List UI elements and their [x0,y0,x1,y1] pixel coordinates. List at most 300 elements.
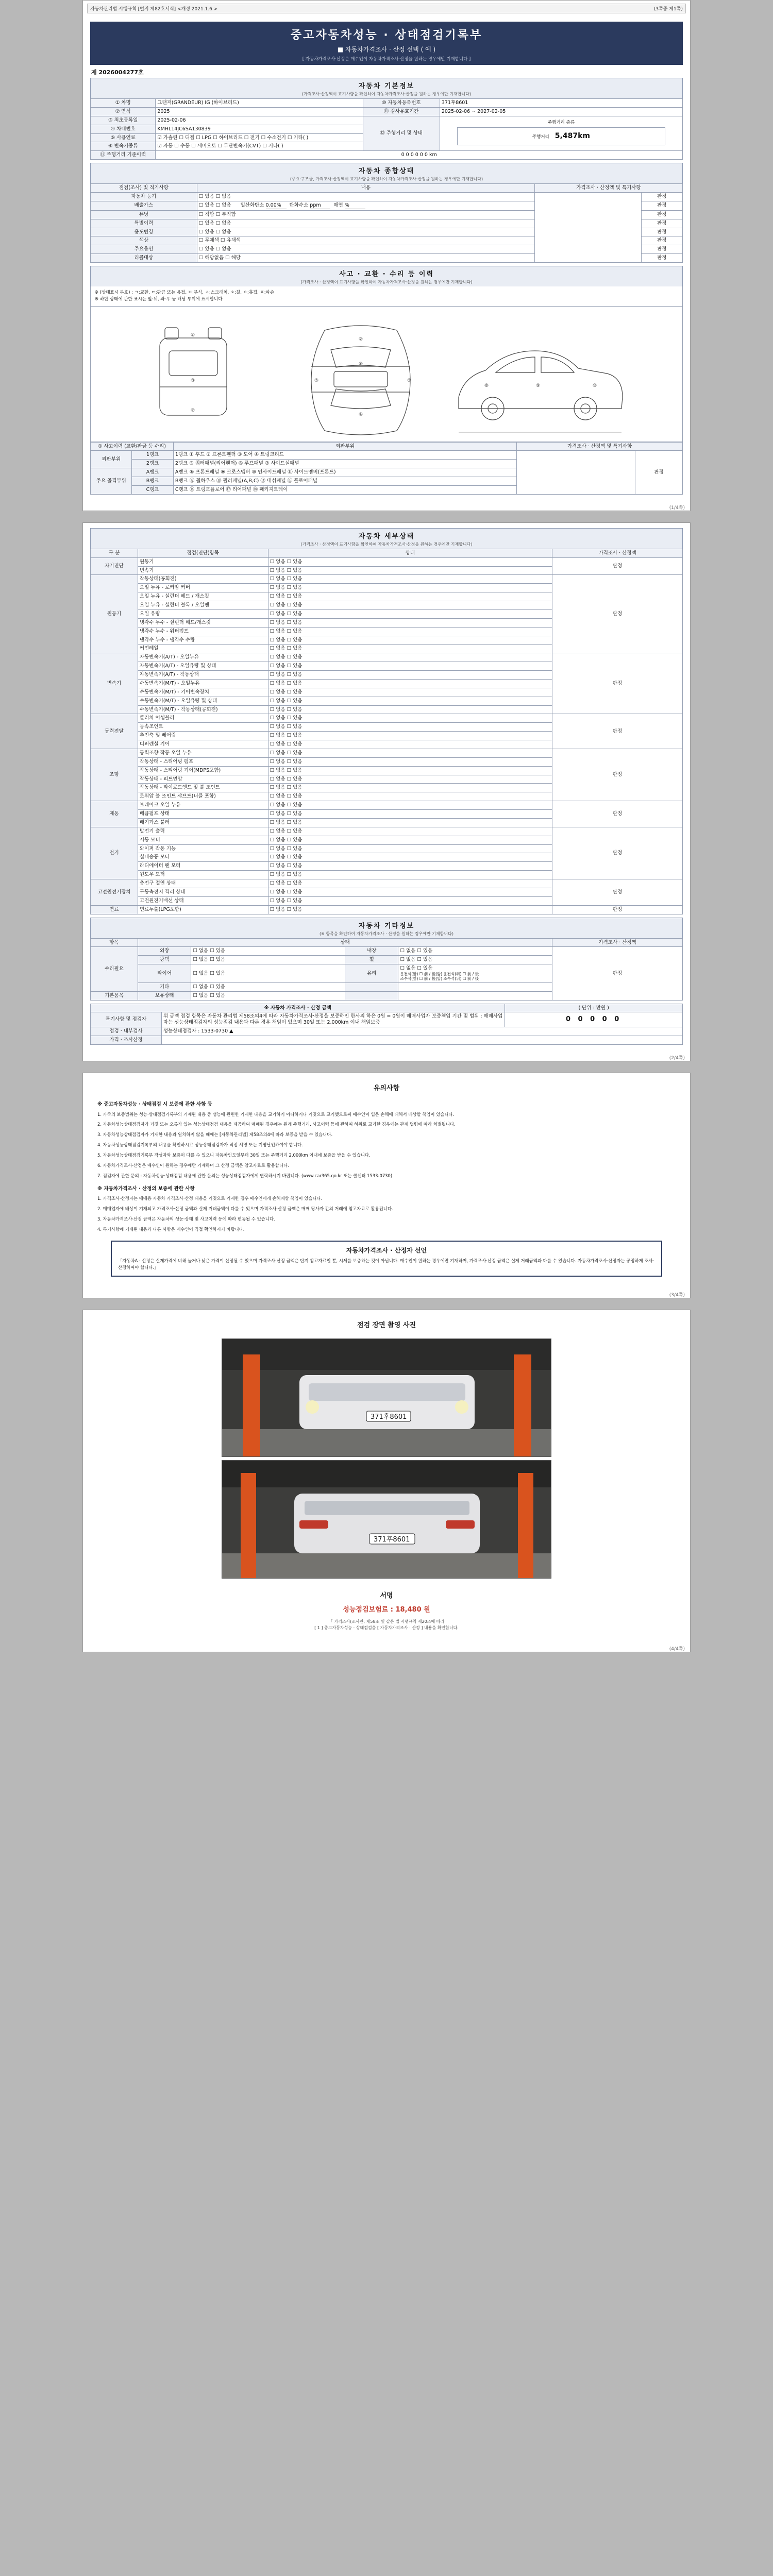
overall-row-judge: 판정 [641,245,682,254]
overall-row-judge: 판정 [641,228,682,236]
detail-item-state[interactable]: ☐ 없음 ☐ 있음 [268,592,552,601]
others-col-0: 항목 [91,938,138,947]
overall-col-2: 내용 [197,184,534,193]
others-judge: 판정 [552,947,683,1000]
detail-group-label: 조향 [91,749,138,801]
table-row [91,827,683,836]
detail-col-3: 가격조사 · 산정액 [552,549,683,557]
accident-left-title: ① 사고이력 (교환/판금 등 수리) [91,442,174,451]
accident-outer-1: 1랭크 ① 후드 ② 프론트휀더 ③ 도어 ④ 트렁크리드 [173,451,516,460]
detail-item-label: 오일 누유 - 로커암 커버 [138,584,268,592]
detail-group-label: 동력전달 [91,714,138,749]
detail-item-label: 베큠펌프 상태 [138,810,268,819]
others-item-state[interactable]: ☐ 없음 ☐ 있음 [191,947,345,956]
page-1 [82,0,691,511]
detail-item-label: 배기가스 불러 [138,818,268,827]
notice-1-item: 1. 가죽의 보증범위는 성능·상태점검기록부의 기재된 내용 중 성능에 관련한 기재한 내용을 교기하기 아니하거나 거짓으로 교기했으로써 매수인이 입은 손해에 대해서 배상할 책임이 있습니다. [97,1111,455,1117]
overall-row-options[interactable]: ☐ 해당없음 ☐ 해당 [197,254,534,263]
others-item-label-2 [345,991,398,1000]
detail-item-label: 원동기 [138,557,268,566]
overall-row-label: 용도변경 [91,228,197,236]
detail-head-note: (가격조사 · 산정액이 표기사항을 확인하여 자동차가격조사·산정을 원하는 경우에만 기재합니다) [300,541,473,547]
detail-col-0: 구 분 [91,549,138,557]
detail-group-judge: 판정 [552,714,683,749]
svg-text:①: ① [191,332,195,338]
overall-col-3: 가격조사 · 산정액 및 특기사항 [534,184,682,193]
table-row [91,879,683,888]
form-legal-ref: 자동차관리법 시행규칙 [별지 제82호서식] <개정 2021.1.6.> [90,7,218,12]
photo-front-svg [222,1339,551,1457]
notice-1-item: 4. 자동차성능상태점검기록부의 내용을 확인하시고 성능상태점검자가 직접 서명 또는 기명날인하여야 합니다. [97,1142,303,1148]
detail-item-label: 추진축 및 베어링 [138,732,268,740]
table-row [91,575,683,584]
notice-2-item: 4. 특기사항에 기재된 내용과 다른 사항은 매수인이 직접 확인하시기 바랍니다. [97,1226,245,1232]
others-item-label: 기타 [138,982,191,991]
detail-group-label: 변속기 [91,653,138,714]
notice-1-item: 6. 자동차가격조사·산정은 매수인이 원하는 경우에만 기재하며 그 산정 금액은 참고자료로 활용합니다. [97,1162,289,1168]
svg-text:⑥: ⑥ [359,361,363,367]
others-item-state[interactable]: ☐ 없음 ☐ 있음 [191,982,345,991]
overall-row-judge: 판정 [641,236,682,245]
detail-item-label: 고전원전기배선 상태 [138,896,268,905]
detail-item-label: 변속기 [138,566,268,575]
table-row [91,1036,683,1045]
detail-group-judge: 판정 [552,879,683,906]
svg-text:⑧: ⑧ [484,383,489,388]
detail-item-state[interactable]: ☐ 없음 ☐ 있음 [268,714,552,723]
detail-item-state[interactable]: ☐ 없음 ☐ 있음 [268,836,552,844]
others-item-state-2[interactable] [398,991,552,1000]
table-row [91,749,683,757]
notice-1-item: 2. 자동차성능상태점검자가 거짓 또는 오류가 있는 성능상태점검 내용을 제공하여 매매된 경우에는 원래 주행거리, 사고이력 등에 관하여 허위로 교기한 경우에는 관계 법령에 따라 처벌됩니다. [97,1122,456,1127]
detail-group-label: 고전원전기장치 [91,879,138,906]
svg-text:⑨: ⑨ [536,383,541,388]
basic-value-0: 그랜저(GRANDEUR) IG (하이브리드) [156,99,363,108]
detail-item-label: 커먼레일 [138,645,268,653]
page-3 [82,1073,691,1298]
accident-note-2: ※ 하단 상태에 관한 표시는 앞·뒤, 좌·우 등 해당 부위에 표시합니다 [95,296,223,302]
page-title-note: [ 자동차가격조사·산정은 매수인이 자동차가격조사·산정을 원하는 경우에만 기재합니다 ] [302,57,471,62]
signature-label: 서명 [380,1591,393,1600]
detail-item-state[interactable]: ☐ 없음 ☐ 있음 [268,827,552,836]
detail-item-label: 등속조인트 [138,723,268,732]
table-header-row [91,938,683,947]
overall-row-options[interactable]: ☐ 있음 ☐ 없음 [197,219,534,228]
detail-item-label: 자동변속기(A/T) - 오일유량 및 상태 [138,662,268,671]
detail-item-label: 냉각수 누수 - 냉각수 수량 [138,636,268,645]
detail-item-label: 작동상태 - 스티어링 기어(MDPS포함) [138,766,268,775]
others-col-2: 가격조사 · 산정액 [552,938,683,947]
overall-head-note: (주요·구조물, 가격조사·산정액이 표기사항을 확인하여 자동차가격조사·산정을 원하는 경우에만 기재합니다) [290,177,483,182]
detail-item-label: 오일 유량 [138,609,268,618]
accident-result-judge: 판정 [635,451,683,494]
detail-item-label: 와이퍼 작동 기능 [138,844,268,853]
table-row [91,451,683,460]
basic-value-1: 2025 [156,107,363,116]
detail-item-state[interactable]: ☐ 없음 ☐ 있음 [268,645,552,653]
notice-2-item: 2. 매매업자에 배상이 기재되고 가격조사·산정 금액과 실제 거래금액이 다를 수 있으며 가격조사·산정 금액은 매매 당사자 간의 거래에 참고자료로 활용됩니다. [97,1206,393,1212]
accident-frame-1: A랭크 ⑧ 프론트패널 ⑨ 크로스멤버 ⑩ 인사이드패널 ⑪ 사이드멤버(프론트) [173,468,516,477]
notice-list-2 [97,1195,676,1233]
detail-group-judge: 판정 [552,749,683,801]
detail-item-state[interactable]: ☐ 없음 ☐ 있음 [268,757,552,766]
page-2-tag: (2/4쪽) [669,1055,685,1061]
detail-item-state[interactable]: ☐ 없음 ☐ 있음 [268,749,552,757]
overall-head-title: 자동차 종합상태 [358,167,415,176]
detail-item-label: 작동상태 - 스티어링 펌프 [138,757,268,766]
others-group-label: 기본품목 [91,991,138,1000]
detail-item-state[interactable]: ☐ 없음 ☐ 있음 [268,609,552,618]
detail-item-label: 수동변속기(M/T) - 기어변속장치 [138,688,268,697]
detail-item-label: 냉각수 누수 - 실린더 헤드/개스킷 [138,618,268,627]
notice-1-item: 5. 자동차성능상태점검기록부 작성자와 보증이 다를 수 있으니 자동차인도일부터 30일 또는 주행거리 2,000km 이내에 보증을 받을 수 있습니다. [97,1152,371,1158]
detail-group-label: 제동 [91,801,138,827]
detail-item-label: 실내송풍 모터 [138,853,268,862]
page-4-tag: (4/4쪽) [669,1647,685,1652]
basic-value-6: 0 0 0 0 0 0 km [156,151,683,160]
svg-text:⑤: ⑤ [314,378,319,383]
others-item-label-2: 휠 [345,956,398,964]
detail-col-1: 점검(진단)항목 [138,549,268,557]
detail-item-label: 라디에이터 팬 모터 [138,862,268,871]
overall-row-judge: 판정 [641,201,682,210]
notice-sub-2: ※ 자동차가격조사 · 산정의 보증에 관한 사항 [97,1185,195,1192]
basic-value2-0: 371후8601 [440,99,682,108]
form-page-ref: (3쪽중 제1쪽) [653,7,683,12]
detail-group-label: 원동기 [91,575,138,653]
price-digits: 0 0 0 0 0 [505,1012,683,1027]
overall-row-judge: 판정 [641,193,682,201]
accident-col-parts: 외판부위 [173,442,516,451]
car-diagram-svg [129,310,644,438]
page-1-tag: (1/4쪽) [669,505,685,511]
document-number: 제 2026004277호 [91,69,144,76]
basic-head-title: 자동차 기본정보 [358,82,415,90]
basic-value-3: KMHL14JC6SA130839 [156,125,363,133]
document-title-band [90,22,683,65]
detail-item-label: 수동변속기(M/T) - 오일누유 [138,679,268,688]
tire-detail-2: 조수석(앞) ☐ 前 / 後(앞) 조수석(뒤) ☐ 前 / 後 [400,976,479,981]
detail-item-state[interactable]: ☐ 없음 ☐ 있음 [268,627,552,636]
svg-text:⑤: ⑤ [407,378,412,383]
overall-row-options[interactable]: ☐ 무채색 ☐ 유채색 [197,236,534,245]
accident-head-note: (가격조사 · 산정액이 표기사항을 확인하여 자동차가격조사·산정을 원하는 경우에만 기재합니다) [300,280,473,284]
detail-item-state[interactable]: ☐ 없음 ☐ 있음 [268,888,552,896]
detail-group-label: 연료 [91,905,138,914]
table-row [91,442,683,451]
basic-label-3: ④ 차대번호 [91,125,156,133]
price-unit: ( 단위 : 만원 ) [505,1004,683,1012]
detail-item-state[interactable]: ☐ 없음 ☐ 있음 [268,740,552,749]
detail-item-label: 오일 누유 - 실린더 헤드 / 개스킷 [138,592,268,601]
detail-group-judge: 판정 [552,827,683,879]
odometer-value: 5,487km [554,131,590,140]
detail-group-judge: 판정 [552,653,683,714]
table-row [91,801,683,810]
detail-item-label: 브레이크 오일 누유 [138,801,268,810]
detail-item-state[interactable]: ☐ 없음 ☐ 있음 [268,871,552,879]
detail-item-state[interactable]: ☐ 없음 ☐ 있음 [268,801,552,810]
accident-note-1: ※ (상태표시 부호) : ㄱ:교환, ㅌ:판금 또는 용접, ㅂ:부식, ㅅ:스크래치, ㅊ:칠, ㅇ:흠집, ㅍ:파손 [95,290,275,295]
accident-group-frame: 주요 골격부위 [91,468,132,495]
detail-item-state[interactable]: ☐ 없음 ☐ 있음 [268,566,552,575]
accident-frame-2: B랭크 ⑫ 휠하우스 ⑬ 필러패널(A,B,C) ⑭ 대쉬패널 ⑮ 플로어패널 [173,477,516,486]
price-sign-line: 성능상태점검자 : 1533-0730 ▲ [161,1027,682,1036]
odometer-type: 주행거리 종류 [547,120,575,125]
table-row [91,557,683,566]
detail-item-label: 자동변속기(A/T) - 작동상태 [138,671,268,680]
detail-group-judge: 판정 [552,557,683,575]
detail-group-label: 전기 [91,827,138,879]
detail-head-title: 자동차 세부상태 [358,532,415,540]
table-row [91,116,683,125]
detail-state-table [90,549,683,914]
detail-item-state[interactable]: ☐ 없음 ☐ 있음 [268,766,552,775]
others-item-label-2: 내장 [345,947,398,956]
svg-text:②: ② [359,336,363,342]
detail-item-state[interactable]: ☐ 없음 ☐ 있음 [268,679,552,688]
svg-text:⑩: ⑩ [593,383,597,388]
page-subtitle: ■ 자동차가격조사 · 산정 선택 ( 예 ) [337,46,436,53]
detail-item-state[interactable]: ☐ 없음 ☐ 있음 [268,688,552,697]
detail-item-state[interactable]: ☐ 없음 ☐ 있음 [268,784,552,792]
table-row [91,1004,683,1012]
table-header-row [91,549,683,557]
detail-item-state[interactable]: ☐ 없음 ☐ 있음 [268,775,552,784]
detail-item-state[interactable]: ☐ 없음 ☐ 있음 [268,792,552,801]
notice-1-item: 3. 자동차성능상태점검자가 기재한 내용과 일치하지 않을 때에는 [자동차관리법] 제58조의4에 따라 보증을 받을 수 있습니다. [97,1132,333,1138]
detail-item-label: 로워암 볼 조인트 샤프트(너클 포함) [138,792,268,801]
overall-row-judge: 판정 [641,254,682,263]
overall-row-label: 배출가스 [91,201,197,210]
detail-item-label: 연료누출(LPG포함) [138,905,268,914]
others-item-label: 외장 [138,947,191,956]
page-3-tag: (3/4쪽) [669,1292,685,1298]
table-row [91,714,683,723]
detail-item-label: 디퍼렌셜 기어 [138,740,268,749]
others-item-label-2: 유리 [345,964,398,983]
document-footer [90,1619,683,1636]
detail-item-label: 오일 누유 - 실린더 블록 / 오일팬 [138,601,268,610]
overall-row-options[interactable]: ☐ 적합 ☐ 부적합 [197,210,534,219]
overall-row-options[interactable]: ☐ 있음 ☐ 없음 [197,193,534,201]
overall-row-label: 튜닝 [91,210,197,219]
overall-row-label: 색상 [91,236,197,245]
accident-rank-b: B랭크 [132,477,173,486]
price-row1-label: 점검 · 내부검사 [91,1027,162,1036]
detail-group-judge: 판정 [552,801,683,827]
table-row [91,905,683,914]
basic-label2-2: ⑫ 주행거리 및 상태 [363,116,440,151]
detail-item-state[interactable]: ☐ 없음 ☐ 있음 [268,662,552,671]
accident-frame-3: C랭크 ⑯ 트렁크플로어 ⑰ 리어패널 ⑱ 패키지트레이 [173,485,516,494]
basic-value2-1: 2025-02-06 ~ 2027-02-05 [440,107,682,116]
detail-item-label: 작동상태 - 타이로드엔드 및 볼 조인트 [138,784,268,792]
others-item-state-2[interactable]: ☐ 없음 ☐ 있음 [398,956,552,964]
detail-item-state[interactable]: ☐ 없음 ☐ 있음 [268,723,552,732]
accident-rank-a: A랭크 [132,468,173,477]
others-item-state[interactable]: ☐ 없음 ☐ 있음 [191,956,345,964]
detail-item-label: 동력조향 작동 오일 누유 [138,749,268,757]
accident-notes [90,286,683,307]
pledge-body: 「자동차A · 산정은 실제가격에 비해 높거나 낮은 가격이 산정될 수 있으며 가격조사·산정 금액은 단지 참고자료일 뿐, 시세를 보증하는 것이 아닙니다. 매수인이 원하는 경우에만 기재하며, 가격조사·산정 금액은 실제 거래금액과 다를 수 있습니다. 자동차가격조사·산정자는 공정하게 조사·산정하여야 합니다.」 [118,1258,654,1270]
detail-item-label: 발전기 출력 [138,827,268,836]
page-4 [82,1310,691,1653]
overall-row-label: 주요옵션 [91,245,197,254]
price-table [90,1004,683,1045]
photo-rear-svg [222,1461,551,1579]
basic-label-5: ⑥ 변속기종류 [91,142,156,151]
others-item-state-2[interactable]: ☐ 없음 ☐ 있음 운전석(앞) ☐ 前 / 後(앞) 운전석(뒤) ☐ 前 / 後 조수석(앞) ☐ 前 / 後(앞) 조수석(뒤) ☐ 前 / 後 [398,964,552,983]
odometer-box [457,127,665,146]
basic-label-2: ③ 최초등록일 [91,116,156,125]
section-header-basic [90,78,683,98]
svg-text:⑦: ⑦ [191,408,195,413]
accident-result-cell [517,451,635,494]
overall-row-judge: 판정 [641,210,682,219]
accident-rank-c: C랭크 [132,485,173,494]
price-left-label: 특기사항 및 점검자 [91,1012,162,1027]
detail-item-state[interactable]: ☐ 없음 ☐ 있음 [268,853,552,862]
section-header-overall [90,163,683,183]
inspection-photo-rear [222,1460,551,1579]
detail-item-state[interactable]: ☐ 없음 ☐ 있음 [268,653,552,662]
detail-group-label: 자기진단 [91,557,138,575]
svg-text:371후8601: 371후8601 [374,1535,410,1544]
detail-item-label: 자동변속기(A/T) - 오일누유 [138,653,268,662]
accident-parts-table [90,442,683,495]
detail-item-state[interactable]: ☐ 없음 ☐ 있음 [268,810,552,819]
price-head: ※ 자동차 가격조사 · 산정 금액 [91,1004,505,1012]
detail-item-label: 작동상태 - 피트먼암 [138,775,268,784]
accident-rank-2: 2랭크 [132,460,173,468]
detail-item-state[interactable]: ☐ 없음 ☐ 있음 [268,844,552,853]
others-item-label: 광택 [138,956,191,964]
accident-head-title: 사고 · 교환 · 수리 등 이력 [339,270,434,278]
svg-text:371후8601: 371후8601 [371,1413,407,1421]
table-row [91,947,683,956]
pledge-title: 자동차가격조사 · 산정자 선언 [346,1246,427,1254]
price-note: 위 금액 점검 항목은 자동차 관리법 제58조의4에 따라 자동차가격조사·산정을 보증하인 한사의 하은 0원 = 0원이 매매사업자 보증책임 기간 및 범위 : 매매사업자는 성능상태점검자의 성능점검 내용과 다른 경우 책임이 있으며 30일 또는 2,000km 이내 책임보증 [161,1012,505,1027]
detail-item-label: 시동 모터 [138,836,268,844]
photo-section-title: 점검 장면 촬영 사진 [357,1321,416,1329]
accident-rank-1: 1랭크 [132,451,173,460]
detail-item-state[interactable]: ☐ 없음 ☐ 있음 [268,705,552,714]
overall-row-judge: 판정 [641,219,682,228]
detail-item-state[interactable]: ☐ 없음 ☐ 있음 [268,671,552,680]
detail-item-state[interactable]: ☐ 없음 ☐ 있음 [268,732,552,740]
car-damage-diagram [90,307,683,442]
detail-item-label: 냉각수 누수 - 워터펌프 [138,627,268,636]
basic-label2-0: ⑩ 자동차등록번호 [363,99,440,108]
footer-line-2: [ 1 ] 중고자동차성능 · 상태점검을 [ 자동차가격조사 · 산정 ] 내용을 확인합니다. [314,1625,459,1631]
page-2 [82,522,691,1061]
overall-body [91,193,683,263]
basic-value-5: ☑ 자동 ☐ 수동 ☐ 세미오토 ☐ 무단변속기(CVT) ☐ 기타( ) [156,142,363,151]
footer-line-1: 「 가격조사(조사관, 제58조 및 같은 법 시행규칙 제20조에 따라 [328,1619,445,1624]
inspection-fee: 성능점검보험료 : 18,480 원 [343,1605,430,1614]
accident-outer-2: 2랭크 ⑤ 쿼터패널(리어휀더) ⑥ 루프패널 ⑦ 사이드실패널 [173,460,516,468]
notice-2-item: 3. 자동차가격조사·산정 금액은 자동차의 성능·상태 및 사고이력 등에 따라 변동될 수 있습니다. [97,1216,275,1222]
detail-item-state[interactable]: ☐ 없음 ☐ 있음 [268,575,552,584]
photo-band [90,1332,683,1585]
table-row [91,653,683,662]
table-row [91,99,683,108]
detail-item-label: 클러치 어셈블리 [138,714,268,723]
detail-item-label: 수동변속기(M/T) - 작동상태(공회전) [138,705,268,714]
price-row2-label: 가격 · 조사산정 [91,1036,162,1045]
overall-row-options[interactable]: ☐ 있음 ☐ 없음 [197,245,534,254]
overall-row-options[interactable]: ☐ 있음 ☐ 없음 [197,228,534,236]
notice-title: 유의사항 [373,1084,400,1092]
section-header-others [90,918,683,938]
basic-label-4: ⑤ 사용연료 [91,133,156,142]
others-item-state[interactable]: ☐ 없음 ☐ 있음 [191,964,345,983]
notice-1-item: 7. 점검자에 관한 문의 : 자동차성능·상태점검 내용에 관한 문의는 성능상태점검자에게 연락하시기 바랍니다. (www.car365.go.kr 또는 콜센터 1533-0730) [97,1173,393,1178]
overall-col-1: 점검(조사) 및 적기사항 [91,184,197,193]
others-item-label: 보유상태 [138,991,191,1000]
basic-head-note: (가격조사·산정액이 표기사항을 확인하여 자동차가격조사·산정을 원하는 경우에만 기재합니다) [302,92,471,96]
detail-item-state[interactable]: ☐ 없음 ☐ 있음 [268,601,552,610]
overall-row-label: 특별이력 [91,219,197,228]
detail-item-state[interactable]: ☐ 없음 ☐ 있음 [268,896,552,905]
detail-item-label: 수동변속기(M/T) - 오일유량 및 상태 [138,697,268,705]
overall-remark-cell [534,193,641,263]
notice-sub-1: ※ 중고자동차성능 · 상태점검 시 보증에 관한 사항 등 [97,1101,212,1107]
detail-item-state[interactable]: ☐ 없음 ☐ 있음 [268,584,552,592]
detail-item-state[interactable]: ☐ 없음 ☐ 있음 [268,905,552,914]
others-col-1: 상태 [138,938,552,947]
detail-item-state[interactable]: ☐ 없음 ☐ 있음 [268,636,552,645]
detail-item-state[interactable]: ☐ 없음 ☐ 있음 [268,862,552,871]
page-title: 중고자동차성능 · 상태점검기록부 [290,29,483,42]
table-row [91,1027,683,1036]
detail-item-state[interactable]: ☐ 없음 ☐ 있음 [268,557,552,566]
table-header-row [91,184,683,193]
table-row [91,151,683,160]
form-topbar [87,4,686,13]
svg-text:④: ④ [359,412,363,417]
basic-label-0: ① 차명 [91,99,156,108]
others-item-state-2[interactable]: ☐ 없음 ☐ 있음 [398,947,552,956]
notice-body [90,1100,683,1233]
detail-item-state[interactable]: ☐ 없음 ☐ 있음 [268,618,552,627]
overall-row-label: 리콜대상 [91,254,197,263]
accident-col-result: 가격조사 · 산정액 및 특기사항 [517,442,683,451]
notice-list-1 [97,1111,676,1180]
detail-item-label: 작동상태(공회전) [138,575,268,584]
detail-body [91,557,683,914]
odometer-label: 주행거리 [532,134,549,140]
other-info-table [90,938,683,1001]
overall-row-options[interactable]: ☐ 있음 ☐ 없음 일산화탄소 0.00% 탄화수소 ppm 매연 % [197,201,534,210]
detail-group-judge: 판정 [552,905,683,914]
others-item-state[interactable]: ☐ 없음 ☐ 있음 [191,991,345,1000]
detail-item-state[interactable]: ☐ 없음 ☐ 있음 [268,697,552,705]
detail-item-state[interactable]: ☐ 없음 ☐ 있음 [268,818,552,827]
overall-row-label: 자동차 등기 [91,193,197,201]
detail-item-state[interactable]: ☐ 없음 ☐ 있음 [268,879,552,888]
price-row2-value [161,1036,682,1045]
others-head-note: (※ 항목을 확인하여 자동차가격조사 · 산정을 원하는 경우에만 기재합니다) [320,931,453,936]
table-row [91,193,683,201]
others-item-state-2[interactable] [398,982,552,991]
detail-item-label: 충전구 절연 상태 [138,879,268,888]
basic-info-table [90,98,683,160]
basic-value-4: ☑ 가솔린 ☐ 디젤 ☐ LPG ☐ 하이브리드 ☐ 전기 ☐ 수소전기 ☐ 기타( ) [156,133,363,142]
notice-2-item: 1. 가격조사·산정자는 매매용 자동차 가격조사·산정 내용을 거짓으로 기재한 경우 매수인에게 손해배상 책임이 있습니다. [97,1196,323,1201]
section-header-accident [90,266,683,286]
